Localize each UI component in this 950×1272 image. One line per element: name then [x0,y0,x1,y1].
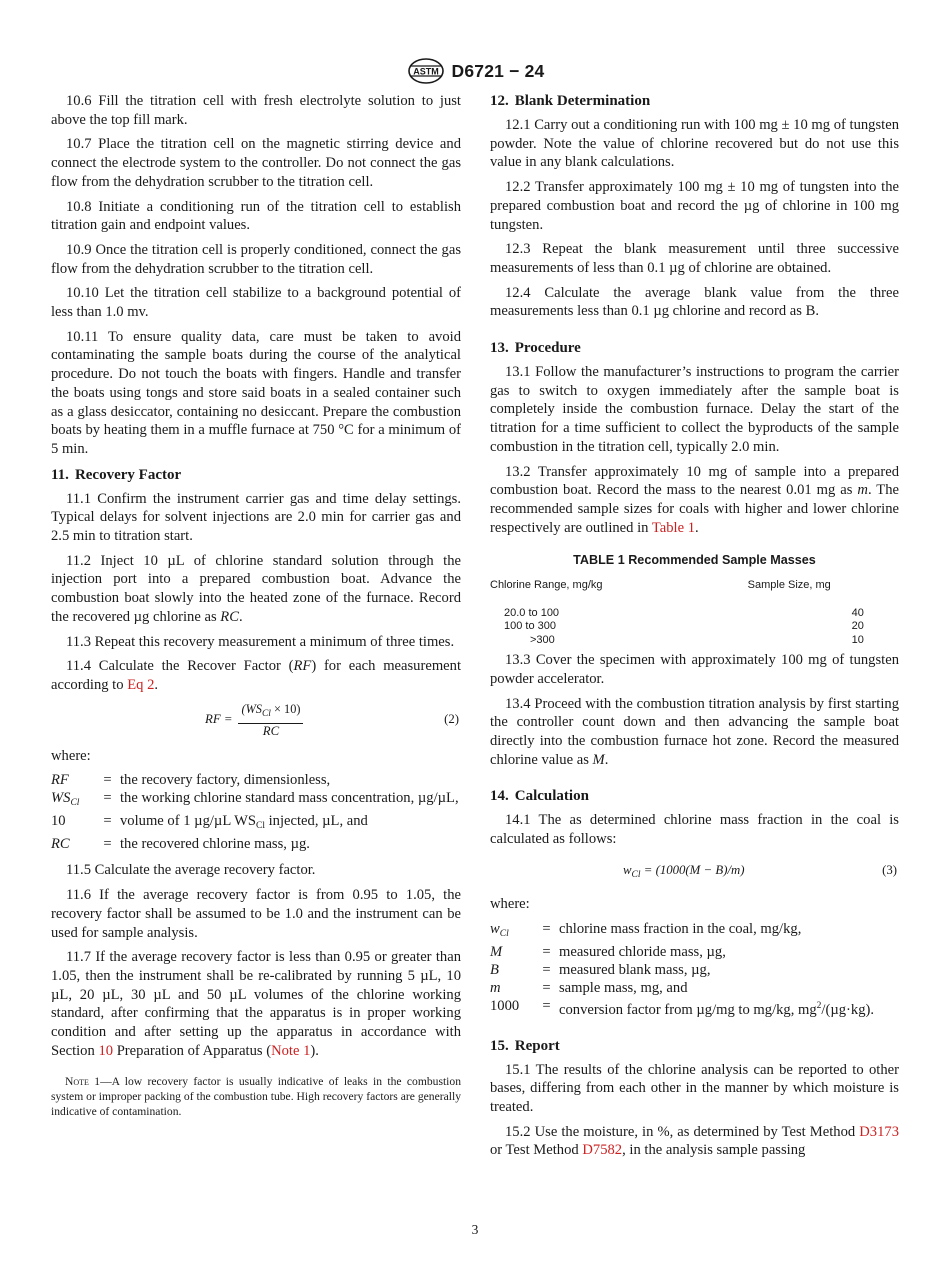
list-item: $w_{Cl}$ = chlorine mass fraction in the coal, mg/kg, [490,920,802,939]
paragraph-10-10: 10.10 Let the titration cell stabilize to a background potential of less than 1.0 mv. [51,285,461,321]
paragraph-10-11: 10.11 To ensure quality data, care must be taken to avoid contaminating the sample boats during the course of the analytical procedure. Do not touch the boats with fingers. Handle and transfer the boats using tongs and store said boats in a sealed container such as a glass desiccator, containing no desiccant. Prepare the combustion boats by heating them in a muffle furnace at 750 °C for a minimum of 5 min. [51,328,461,457]
note-1: Note 1—A low recovery factor is usually indicative of leaks in the combustion system or improper packing of the combustion tube. High recovery factors are generally indicative of contamination. [51,1075,461,1119]
note-1-link[interactable]: Note 1 [271,1042,311,1059]
document-id: D6721 − 24 [451,60,545,81]
d3173-link[interactable]: D3173 [859,1123,899,1140]
equation-number: (3) [882,862,897,877]
list-item: RC = the recovered chlorine mass, µg. [51,836,310,853]
paragraph-12-2: 12.2 Transfer approximately 100 mg ± 10 mg of tungsten into the prepared combustion boat and record the µg of chlorine in 100 mg tungsten. [490,179,899,233]
list-item: m = sample mass, mg, and [490,979,688,996]
column-header: Sample Size, mg [747,579,831,592]
list-item: $WS_{Cl}$ = the working chlorine standard mass concentration, µg/µL, [51,790,459,809]
column-header: Chlorine Range, mg/kg [490,579,603,592]
table-1-link[interactable]: Table 1 [651,519,695,536]
paragraph-13-3: 13.3 Cover the specimen with approximately 100 mg of tungsten powder accelerator. [490,652,899,687]
paragraph-10-8: 10.8 Initiate a conditioning run of the titration cell to establish titration gain and endpoint values. [51,198,461,234]
section-12-heading: 12. Blank Determination [490,93,651,109]
paragraph-15-2: 15.2 Use the moisture, in %, as determined by Test Method D3173 or Test Method D7582, in the analysis sample passing [490,1123,899,1159]
where-list-eq2 [51,771,461,853]
paragraph-15-1: 15.1 The results of the chlorine analysis can be reported to other bases, differing from each other in the manner by which moisture is treated. [490,1061,899,1115]
paragraph-12-3: 12.3 Repeat the blank measurement until three successive measurements of less than 0.1 µg of chlorine are obtained. [490,241,899,276]
equation-2: RF = $\frac{(WS_{Cl} \times 10)}{RC}$ (2) [205,701,459,738]
paragraph-10-7: 10.7 Place the titration cell on the magnetic stirring device and connect the electrode system to the controller. Do not connect the gas flow from the dehydration scrubber to the titration cell. [51,136,461,190]
paragraph-11-2: 11.2 Inject 10 µL of chlorine standard solution through the injection port into a prepared combustion boat. Advance the combustion boat slowly into the heated zone of the furnace. Record the recovered µg chlorine as RC. [51,552,461,625]
right-column [490,92,899,1166]
list-item: RF = the recovery factory, dimensionless, [51,772,331,789]
paragraph-11-6: 11.6 If the average recovery factor is from 0.95 to 1.05, the recovery factor shall be assumed to be 1.0 and the instrument can be used for sample analysis. [51,887,461,941]
table-row: 20.0 to 100 40 [504,606,864,619]
paragraph-13-4: 13.4 Proceed with the combustion titration analysis by first starting the controller count down and then advancing the sample boat directly into the combustion furnace hot zone. Record the measured chlorine value as M. [490,695,899,768]
table-row: >300 10 [530,633,864,646]
d7582-link[interactable]: D7582 [582,1142,623,1159]
paragraph-12-1: 12.1 Carry out a conditioning run with 100 mg ± 10 mg of tungsten powder. Note the value of chlorine recovered but do not use this value in any blank calculations. [490,117,899,171]
where-list-eq3 [490,920,899,1019]
paragraph-13-2: 13.2 Transfer approximately 10 mg of sample into a prepared combustion boat. Record the mass to the nearest 0.01 mg as m. The recommended sample sizes for coals with higher and lower chlorine respectively are outlined in Table 1. [490,463,899,536]
section-13-heading: 13. Procedure [490,340,581,357]
section-15-heading: 15. Report [490,1037,560,1054]
astm-logo-icon [406,57,446,85]
section-11-heading: 11. Recovery Factor [51,466,182,483]
page-header [0,56,950,86]
where-label: where: [51,747,91,764]
paragraph-11-3: 11.3 Repeat this recovery measurement a minimum of three times. [66,633,455,650]
table-1-title: TABLE 1 Recommended Sample Masses [573,553,816,568]
list-item: B = measured blank mass, µg, [490,961,711,978]
paragraph-14-1: 14.1 The as determined chlorine mass fraction in the coal is calculated as follows: [490,812,899,848]
list-item: 1000 = conversion factor from µg/mg to mg/kg, $mg^2/(\mu g\cdot kg)$. [490,997,875,1018]
section-14-heading: 14. Calculation [490,788,589,805]
table-header-row [490,574,899,607]
svg-text:ASTM: ASTM [412,66,439,77]
table-row: 100 to 300 20 [504,620,864,633]
paragraph-11-5: 11.5 Calculate the average recovery factor. [66,862,316,879]
paragraph-10-6: 10.6 Fill the titration cell with fresh electrolyte solution to just above the top fill mark. [51,93,461,128]
list-item: 10 = volume of 1 µg/µL $WS_{Cl}$ injected, µL, and [51,813,368,832]
eq-2-link[interactable]: Eq 2 [127,676,155,693]
left-column [51,92,461,1119]
paragraph-12-4: 12.4 Calculate the average blank value from the three measurements less than 0.1 µg chlorine and record as B. [490,284,899,320]
paragraph-11-1: 11.1 Confirm the instrument carrier gas and time delay settings. Typical delays for solvent injections are 2.0 min for carrier gas and 2.5 min to titration start. [51,490,461,545]
table-1 [490,574,899,647]
paragraph-11-7: 11.7 If the average recovery factor is less than 0.95 or greater than 1.05, then the instrument shall be re-calibrated by running 5 µL, 10 µL, 20 µL, 30 µL and 50 µL volumes of the chlorine working standard, after confirming that the apparatus is in proper working condition and after setting up the apparatus in accordance with Section 10 Preparation of Apparatus (Note 1). [51,949,461,1059]
section-10-link[interactable]: 10 [98,1042,114,1059]
equation-3: $w_{Cl} = (1000(M - B)/m)$ (3) [623,862,897,880]
list-item: M = measured chloride mass, µg, [490,943,726,960]
equation-number: (2) [444,711,459,726]
page-number: 3 [471,1222,479,1237]
paragraph-10-9: 10.9 Once the titration cell is properly conditioned, connect the gas flow from the dehydration scrubber to the titration cell. [51,241,461,277]
where-label: where: [490,895,530,912]
paragraph-13-1: 13.1 Follow the manufacturer’s instructions to program the carrier gas to switch to oxygen immediately after the sample boat is completely inside the combustion furnace. Delay the start of the titration for a time sufficient to collect the byproducts of the sample combustion in the titration cell, typically 2.0 min. [490,364,899,455]
paragraph-11-4: 11.4 Calculate the Recover Factor (RF) for each measurement according to Eq 2. [51,658,462,693]
